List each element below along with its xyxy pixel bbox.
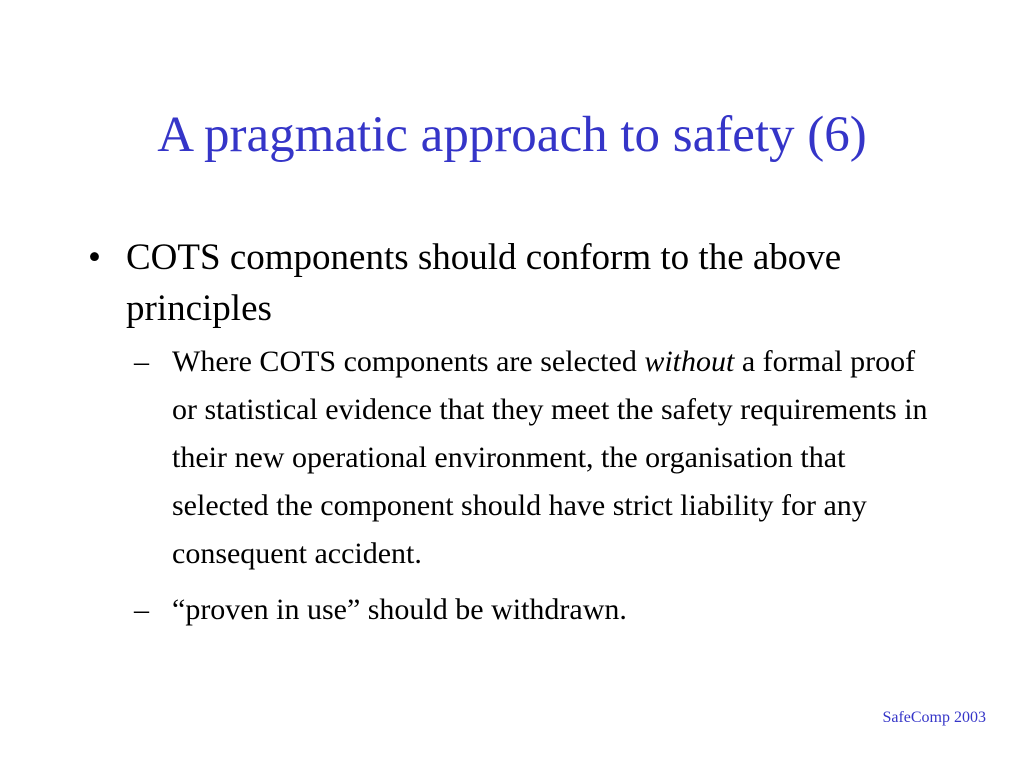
slide-title: A pragmatic approach to safety (6) (157, 107, 867, 163)
slide-body (88, 232, 938, 642)
sub-bullet-text: “proven in use” should be withdrawn. (172, 593, 627, 626)
sub-bullet-item (134, 586, 938, 634)
sub-bullet-marker: – (134, 345, 149, 378)
sub-bullet-text-before: Where COTS components are selected (172, 345, 645, 378)
sub-bullet-item (134, 338, 938, 578)
bullet-item (88, 232, 938, 334)
sub-bullet-marker: – (134, 593, 149, 626)
bullet-marker: • (88, 237, 101, 278)
slide-footer: SafeComp 2003 (882, 709, 986, 726)
sub-bullet-list (88, 338, 938, 634)
sub-bullet-emphasis: without (644, 345, 735, 378)
bullet-text: COTS components should conform to the above principles (126, 237, 842, 329)
sub-bullet-text-after: a formal proof or statistical evidence that they meet the safety requirements in their new operational environment, the organisation that selected the component should have strict liability for any consequent accident. (172, 345, 928, 570)
